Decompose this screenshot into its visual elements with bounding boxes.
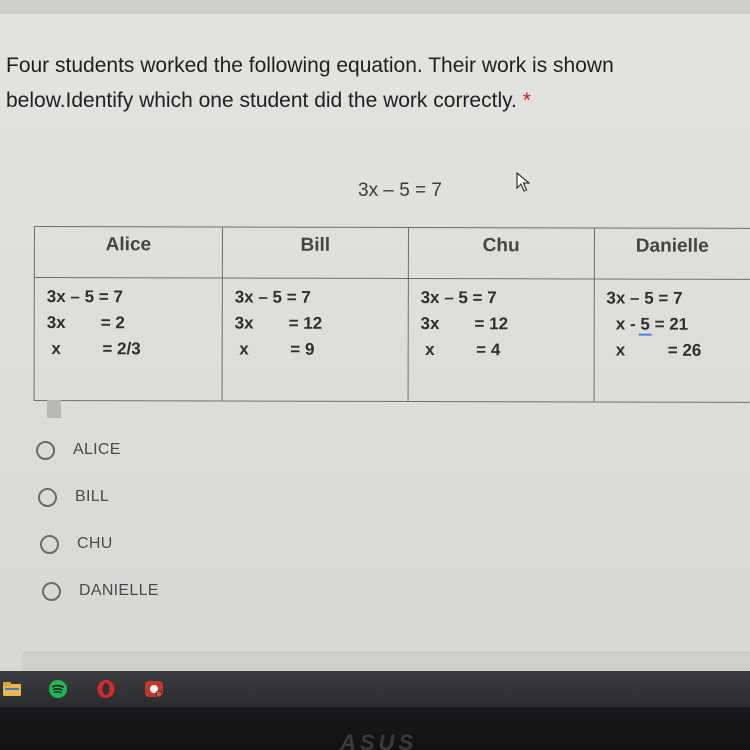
danielle-step-2-suffix: = 21 — [649, 314, 689, 334]
chu-work-cell — [408, 278, 594, 401]
top-strip — [0, 0, 750, 14]
option-chu-label: CHU — [77, 535, 113, 552]
alice-step-3-left: x — [51, 339, 61, 359]
option-alice-label: ALICE — [73, 441, 121, 458]
alice-step-1: 3x – 5 = 7 — [46, 287, 123, 307]
table-header-row — [34, 227, 750, 280]
file-explorer-icon[interactable] — [2, 679, 22, 699]
chu-step-1: 3x – 5 = 7 — [420, 288, 497, 308]
option-bill-label: BILL — [75, 488, 110, 505]
spotify-icon[interactable] — [48, 679, 68, 699]
option-danielle-radio[interactable] — [42, 582, 61, 601]
chu-step-2-right: = 12 — [474, 314, 509, 334]
alice-step-2-right: = 2 — [100, 313, 125, 333]
danielle-step-1: 3x – 5 = 7 — [606, 288, 683, 308]
option-alice-radio[interactable] — [36, 441, 55, 460]
chu-step-2-left: 3x — [420, 314, 440, 334]
header-chu: Chu — [408, 227, 594, 278]
student-work-table — [34, 226, 750, 403]
danielle-work-cell — [594, 279, 750, 402]
bill-step-1: 3x – 5 = 7 — [234, 287, 311, 307]
chrome-icon[interactable] — [144, 679, 164, 699]
required-asterisk: * — [522, 89, 531, 112]
alice-work-cell — [34, 278, 222, 401]
question-line-2: below.Identify which one student did the work correctly. — [6, 89, 517, 112]
alice-step-2-left: 3x — [46, 313, 66, 333]
bill-step-2-left: 3x — [234, 313, 254, 333]
question-text — [6, 48, 726, 118]
chu-step-3-right: = 4 — [476, 340, 501, 360]
bill-step-3-left: x — [239, 339, 249, 359]
option-bill-radio[interactable] — [38, 488, 57, 507]
option-chu[interactable] — [40, 529, 113, 559]
equation-label: 3x – 5 = 7 — [358, 180, 442, 201]
monitor-brand-logo: ASUS — [340, 730, 418, 750]
danielle-step-2-underlined: 5 — [640, 314, 650, 334]
table-work-row — [34, 278, 750, 403]
header-danielle: Danielle — [594, 228, 750, 279]
option-alice[interactable] — [36, 435, 121, 465]
danielle-step-2-prefix: x - — [615, 314, 636, 334]
table-scroll-handle[interactable] — [47, 400, 61, 418]
mouse-cursor-icon — [516, 172, 530, 192]
danielle-step-3-right: = 26 — [667, 340, 702, 360]
bill-work-cell — [222, 278, 408, 401]
option-chu-radio[interactable] — [40, 535, 59, 554]
bill-step-2-right: = 12 — [288, 313, 323, 333]
danielle-step-3-left: x — [615, 340, 626, 360]
header-bill: Bill — [222, 227, 408, 278]
taskbar — [0, 671, 750, 707]
question-line-1: Four students worked the following equation. Their work is shown — [6, 54, 614, 77]
option-bill[interactable] — [38, 482, 109, 512]
header-alice: Alice — [34, 227, 222, 278]
option-danielle-label: DANIELLE — [79, 582, 159, 599]
opera-icon[interactable] — [96, 679, 116, 699]
bill-step-3-right: = 9 — [290, 339, 315, 359]
option-danielle[interactable] — [42, 576, 159, 606]
alice-step-3-right: = 2/3 — [102, 339, 141, 359]
chu-step-3-left: x — [425, 340, 435, 360]
